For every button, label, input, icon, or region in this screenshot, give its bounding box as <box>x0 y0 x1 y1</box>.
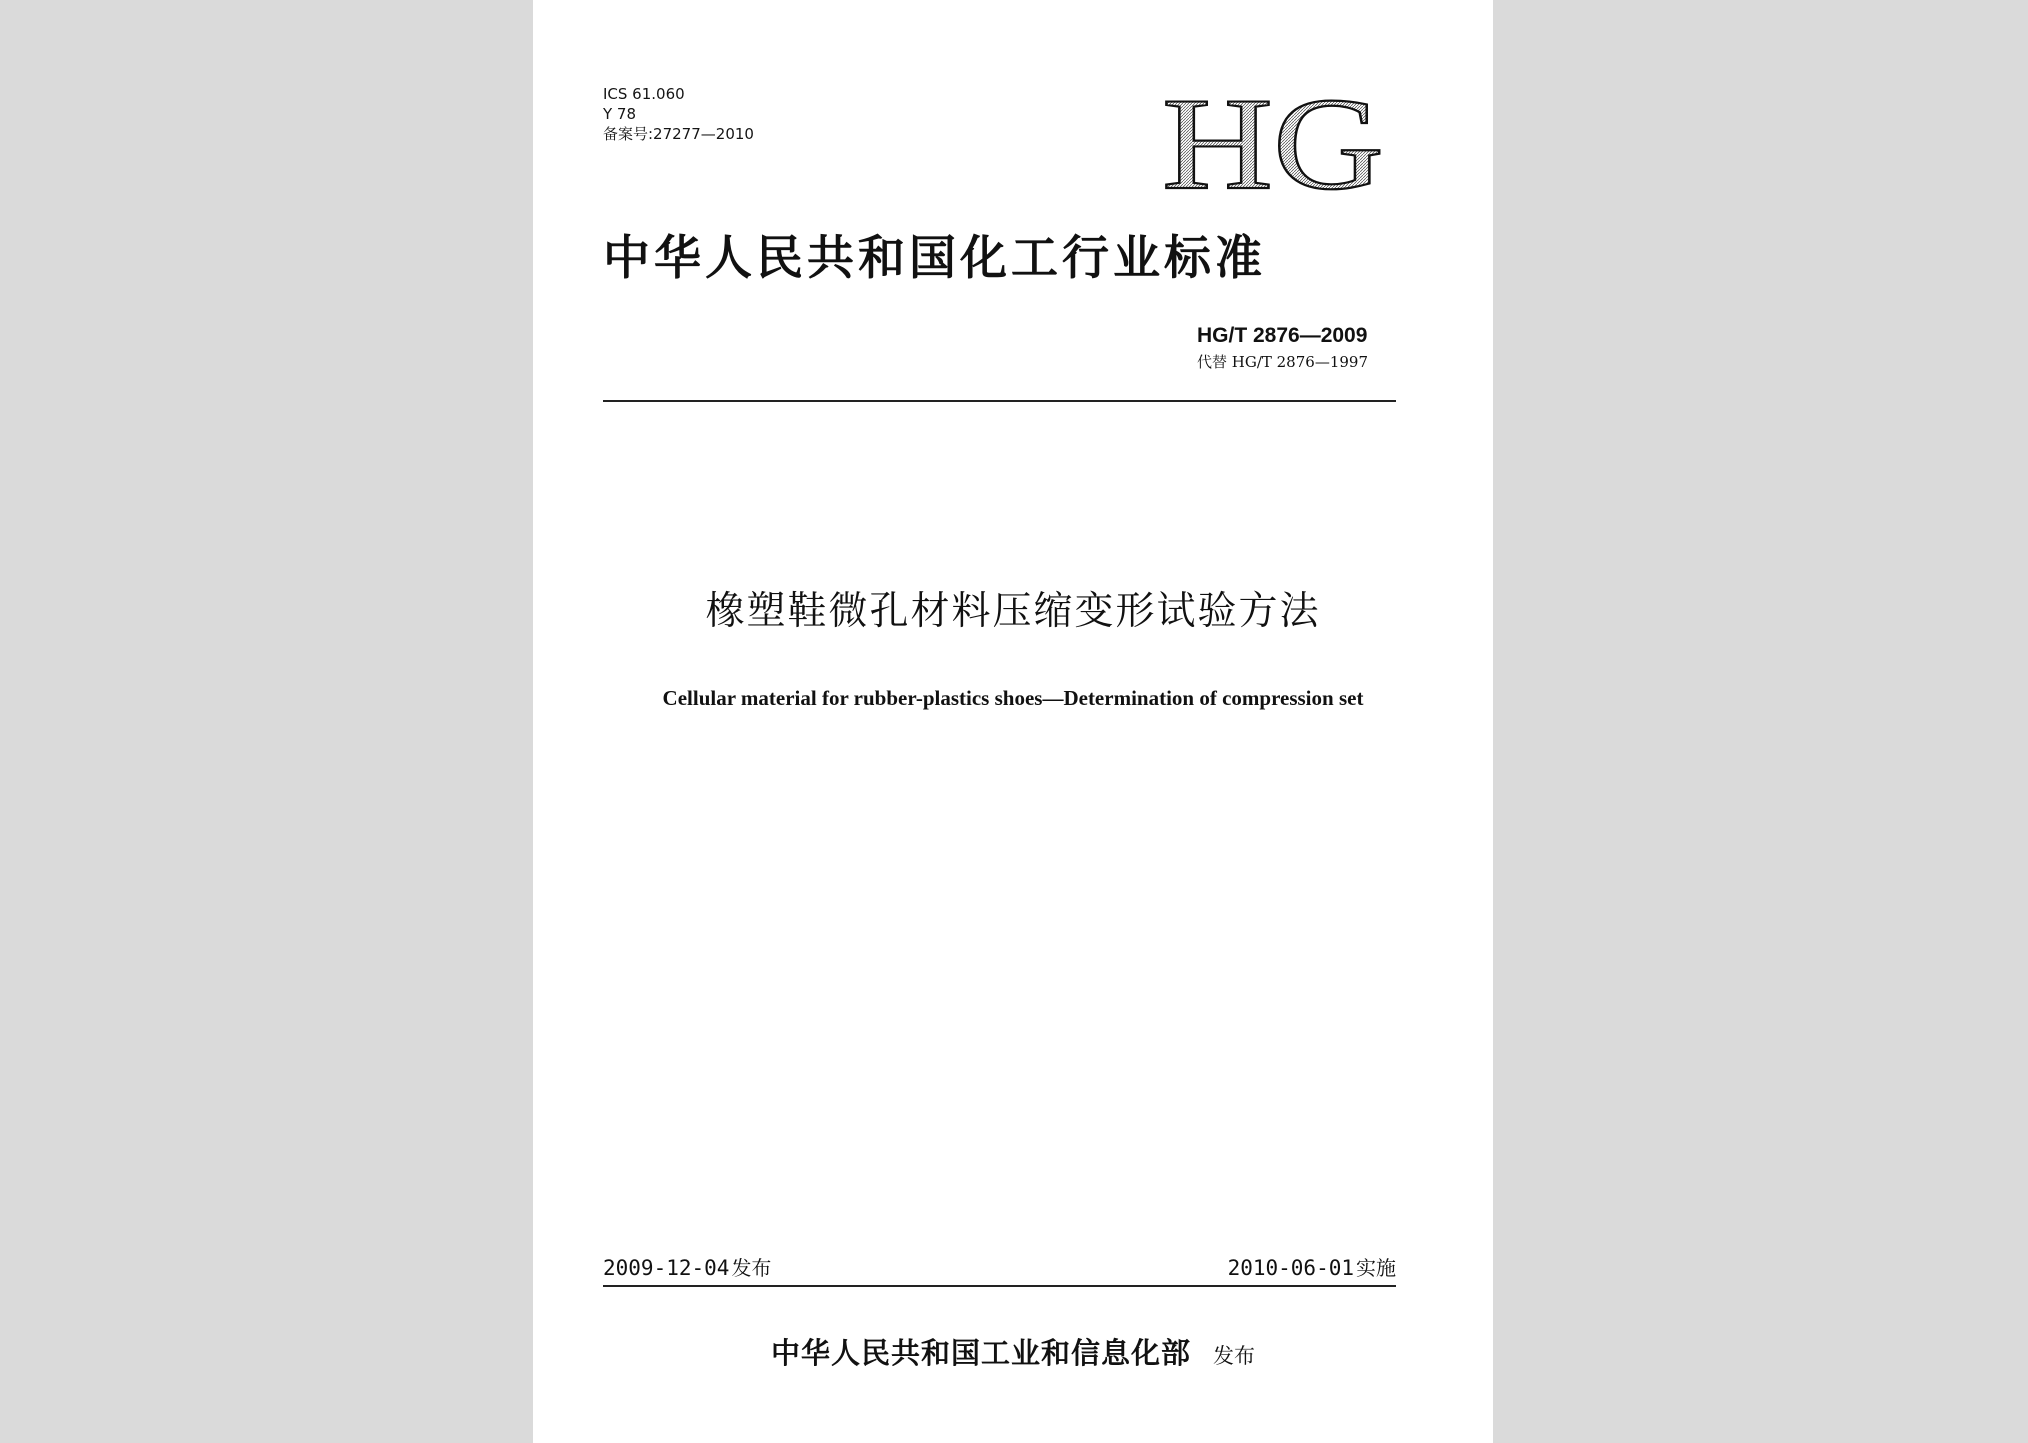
issue-label: 发布 <box>731 1256 772 1280</box>
publisher-label: 发布 <box>1213 1344 1255 1368</box>
effective-label: 实施 <box>1356 1256 1396 1280</box>
logo-lettering: HG <box>1162 88 1384 210</box>
standard-code: HG/T 2876—2009 <box>1196 324 1368 347</box>
ccs-code: Y 78 <box>603 105 637 123</box>
ics-code: ICS 61.060 <box>603 85 685 103</box>
issue-date-block <box>603 1254 771 1282</box>
top-divider <box>603 400 1396 402</box>
effective-date-block <box>1228 1254 1396 1282</box>
effective-date: 2010-06-01 <box>1227 1256 1354 1280</box>
issue-date: 2009-12-04 <box>603 1256 730 1280</box>
publisher-block <box>533 1331 1493 1375</box>
standard-number-block <box>1197 322 1368 374</box>
english-title: Cellular material for rubber-plastics shoes—Determination of compression set <box>662 686 1364 710</box>
classification-block <box>603 84 754 144</box>
bottom-divider <box>603 1285 1396 1287</box>
main-title: 中华人民共和国化工行业标准 <box>603 231 1266 286</box>
chinese-title: 橡塑鞋微孔材料压缩变形试验方法 <box>705 589 1321 634</box>
publisher-name: 中华人民共和国工业和信息化部 <box>770 1336 1191 1370</box>
record-number: 备案号:27277—2010 <box>603 125 754 143</box>
document-page <box>533 0 1493 1443</box>
hg-logo <box>1159 88 1387 210</box>
replaces-standard: 代替 HG/T 2876—1997 <box>1196 353 1368 371</box>
